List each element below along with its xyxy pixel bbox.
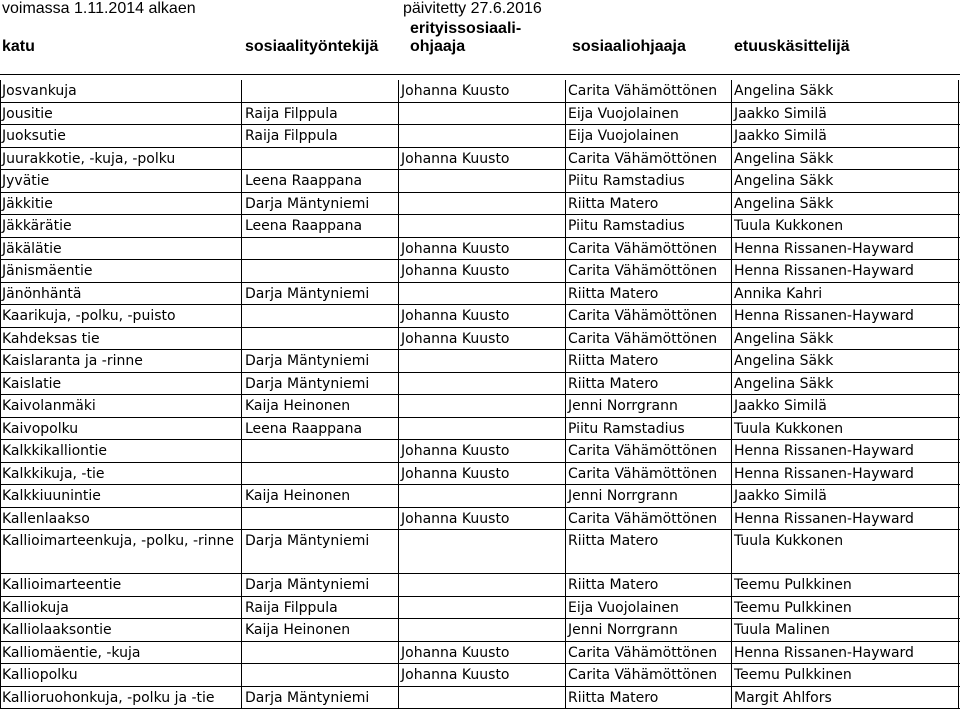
street-cell: Kahdeksas tie	[2, 330, 238, 348]
social-instructor-cell: Carita Vähämöttönen	[568, 240, 717, 258]
table-row	[0, 642, 960, 665]
benefits-handler-cell: Tuula Malinen	[734, 621, 830, 639]
social-instructor-cell: Piitu Ramstadius	[568, 420, 685, 438]
social-instructor-cell: Riitta Matero	[568, 689, 658, 707]
table-row	[0, 619, 960, 642]
street-cell: Kalliolaaksontie	[2, 621, 238, 639]
special-instructor-cell: Johanna Kuusto	[401, 510, 510, 528]
street-cell: Kalliokuja	[2, 599, 238, 617]
social-worker-cell: Leena Raappana	[245, 420, 362, 438]
social-worker-cell: Raija Filppula	[245, 127, 338, 145]
benefits-handler-cell: Angelina Säkk	[734, 352, 833, 370]
benefits-handler-cell: Angelina Säkk	[734, 375, 833, 393]
column-divider	[958, 80, 959, 709]
social-instructor-cell: Jenni Norrgrann	[568, 487, 678, 505]
benefits-handler-cell: Angelina Säkk	[734, 82, 833, 100]
social-worker-cell: Darja Mäntyniemi	[245, 352, 369, 370]
street-cell: Juoksutie	[2, 127, 238, 145]
table-row	[0, 103, 960, 126]
street-cell: Kallioruohonkuja, -polku ja -tie	[2, 689, 238, 707]
benefits-handler-cell: Tuula Kukkonen	[734, 420, 843, 438]
social-instructor-cell: Jenni Norrgrann	[568, 397, 678, 415]
table-row	[0, 80, 960, 103]
social-worker-cell: Leena Raappana	[245, 172, 362, 190]
column-divider	[565, 80, 566, 709]
special-instructor-cell: Johanna Kuusto	[401, 644, 510, 662]
social-instructor-cell: Carita Vähämöttönen	[568, 82, 717, 100]
social-worker-cell: Kaija Heinonen	[245, 487, 350, 505]
table-row	[0, 170, 960, 193]
street-cell: Jäkälätie	[2, 240, 238, 258]
street-cell: Kallenlaakso	[2, 510, 238, 528]
benefits-handler-cell: Henna Rissanen-Hayward	[734, 510, 914, 528]
table-row	[0, 597, 960, 620]
table-row	[0, 485, 960, 508]
social-worker-cell: Darja Mäntyniemi	[245, 195, 369, 213]
table-row	[0, 125, 960, 148]
social-worker-cell: Leena Raappana	[245, 217, 362, 235]
social-instructor-cell: Carita Vähämöttönen	[568, 510, 717, 528]
social-instructor-cell: Riitta Matero	[568, 532, 658, 550]
street-cell: Jyvätie	[2, 172, 238, 190]
street-cell: Jänönhäntä	[2, 285, 238, 303]
benefits-handler-cell: Angelina Säkk	[734, 330, 833, 348]
table-header	[0, 0, 960, 80]
social-instructor-cell: Carita Vähämöttönen	[568, 644, 717, 662]
table-row	[0, 418, 960, 441]
street-cell: Juurakkotie, -kuja, -polku	[2, 150, 238, 168]
special-instructor-cell: Johanna Kuusto	[401, 330, 510, 348]
benefits-handler-cell: Tuula Kukkonen	[734, 217, 843, 235]
special-instructor-cell: Johanna Kuusto	[401, 262, 510, 280]
updated-text: päivitetty 27.6.2016	[403, 0, 542, 17]
social-instructor-cell: Jenni Norrgrann	[568, 621, 678, 639]
street-cell: Kallioimarteentie	[2, 576, 238, 594]
social-worker-cell: Darja Mäntyniemi	[245, 689, 369, 707]
street-cell: Kalkkikalliontie	[2, 442, 238, 460]
social-worker-cell: Kaija Heinonen	[245, 621, 350, 639]
table-row	[0, 283, 960, 306]
benefits-handler-cell: Henna Rissanen-Hayward	[734, 442, 914, 460]
social-instructor-cell: Riitta Matero	[568, 352, 658, 370]
valid-from-text: voimassa 1.11.2014 alkaen	[2, 0, 196, 17]
benefits-handler-cell: Jaakko Similä	[734, 487, 827, 505]
social-instructor-cell: Carita Vähämöttönen	[568, 666, 717, 684]
social-instructor-cell: Riitta Matero	[568, 285, 658, 303]
column-divider	[398, 80, 399, 709]
street-cell: Kalliopolku	[2, 666, 238, 684]
street-cell: Kalkkiuunintie	[2, 487, 238, 505]
special-instructor-cell: Johanna Kuusto	[401, 240, 510, 258]
table-row	[0, 148, 960, 171]
benefits-handler-cell: Jaakko Similä	[734, 397, 827, 415]
column-header-benefits-handler: etuuskäsittelijä	[734, 38, 850, 56]
benefits-handler-cell: Teemu Pulkkinen	[734, 666, 852, 684]
social-instructor-cell: Riitta Matero	[568, 576, 658, 594]
street-cell: Kaarikuja, -polku, -puisto	[2, 307, 238, 325]
column-header-special-instructor: erityissosiaali- ohjaaja	[410, 20, 521, 56]
benefits-handler-cell: Henna Rissanen-Hayward	[734, 307, 914, 325]
table-row	[0, 440, 960, 463]
benefits-handler-cell: Angelina Säkk	[734, 172, 833, 190]
table-row	[0, 193, 960, 216]
social-worker-cell: Darja Mäntyniemi	[245, 576, 369, 594]
social-instructor-cell: Carita Vähämöttönen	[568, 150, 717, 168]
social-worker-cell: Raija Filppula	[245, 105, 338, 123]
street-cell: Jäkkärätie	[2, 217, 238, 235]
street-cell: Kalliomäentie, -kuja	[2, 644, 238, 662]
table-row	[0, 350, 960, 373]
column-divider	[0, 80, 1, 709]
benefits-handler-cell: Jaakko Similä	[734, 127, 827, 145]
column-header-street: katu	[2, 38, 35, 56]
table-row	[0, 373, 960, 396]
social-instructor-cell: Riitta Matero	[568, 375, 658, 393]
social-worker-cell: Darja Mäntyniemi	[245, 375, 369, 393]
special-instructor-cell: Johanna Kuusto	[401, 442, 510, 460]
benefits-handler-cell: Henna Rissanen-Hayward	[734, 240, 914, 258]
street-cell: Kalkkikuja, -tie	[2, 465, 238, 483]
special-instructor-cell: Johanna Kuusto	[401, 150, 510, 168]
social-instructor-cell: Piitu Ramstadius	[568, 217, 685, 235]
benefits-handler-cell: Henna Rissanen-Hayward	[734, 644, 914, 662]
benefits-handler-cell: Margit Ahlfors	[734, 689, 832, 707]
table-row	[0, 238, 960, 261]
social-instructor-cell: Eija Vuojolainen	[568, 127, 679, 145]
benefits-handler-cell: Henna Rissanen-Hayward	[734, 465, 914, 483]
street-cell: Jänismäentie	[2, 262, 238, 280]
table-row	[0, 574, 960, 597]
table-row	[0, 687, 960, 709]
social-worker-cell: Darja Mäntyniemi	[245, 532, 369, 550]
street-cell: Kaislatie	[2, 375, 238, 393]
benefits-handler-cell: Henna Rissanen-Hayward	[734, 262, 914, 280]
table-row	[0, 664, 960, 687]
special-instructor-cell: Johanna Kuusto	[401, 666, 510, 684]
table-row	[0, 508, 960, 531]
street-cell: Jäkkitie	[2, 195, 238, 213]
street-cell: Kaivopolku	[2, 420, 238, 438]
special-instructor-cell: Johanna Kuusto	[401, 82, 510, 100]
benefits-handler-cell: Jaakko Similä	[734, 105, 827, 123]
social-instructor-cell: Carita Vähämöttönen	[568, 442, 717, 460]
benefits-handler-cell: Annika Kahri	[734, 285, 822, 303]
social-instructor-cell: Eija Vuojolainen	[568, 599, 679, 617]
social-instructor-cell: Carita Vähämöttönen	[568, 465, 717, 483]
table-row	[0, 215, 960, 238]
column-header-social-worker: sosiaalityöntekijä	[245, 38, 378, 56]
benefits-handler-cell: Angelina Säkk	[734, 195, 833, 213]
street-cell: Jousitie	[2, 105, 238, 123]
header-divider	[0, 74, 960, 75]
street-cell: Kallioimarteenkuja, -polku, -rinne	[2, 532, 238, 550]
table-row	[0, 328, 960, 351]
street-cell: Kaislaranta ja -rinne	[2, 352, 238, 370]
social-worker-cell: Raija Filppula	[245, 599, 338, 617]
social-instructor-cell: Carita Vähämöttönen	[568, 307, 717, 325]
table-row	[0, 395, 960, 418]
special-instructor-cell: Johanna Kuusto	[401, 307, 510, 325]
social-instructor-cell: Carita Vähämöttönen	[568, 262, 717, 280]
social-instructor-cell: Riitta Matero	[568, 195, 658, 213]
benefits-handler-cell: Teemu Pulkkinen	[734, 599, 852, 617]
street-cell: Josvankuja	[2, 82, 238, 100]
table-row	[0, 305, 960, 328]
social-instructor-cell: Carita Vähämöttönen	[568, 330, 717, 348]
social-instructor-cell: Eija Vuojolainen	[568, 105, 679, 123]
social-instructor-cell: Piitu Ramstadius	[568, 172, 685, 190]
table-row	[0, 530, 960, 574]
table-row	[0, 463, 960, 486]
benefits-handler-cell: Teemu Pulkkinen	[734, 576, 852, 594]
social-worker-cell: Kaija Heinonen	[245, 397, 350, 415]
benefits-handler-cell: Angelina Säkk	[734, 150, 833, 168]
table-row	[0, 260, 960, 283]
column-divider	[731, 80, 732, 709]
column-divider	[241, 80, 242, 709]
column-header-social-instructor: sosiaaliohjaaja	[572, 38, 686, 56]
social-worker-cell: Darja Mäntyniemi	[245, 285, 369, 303]
street-cell: Kaivolanmäki	[2, 397, 238, 415]
special-instructor-cell: Johanna Kuusto	[401, 465, 510, 483]
benefits-handler-cell: Tuula Kukkonen	[734, 532, 843, 550]
